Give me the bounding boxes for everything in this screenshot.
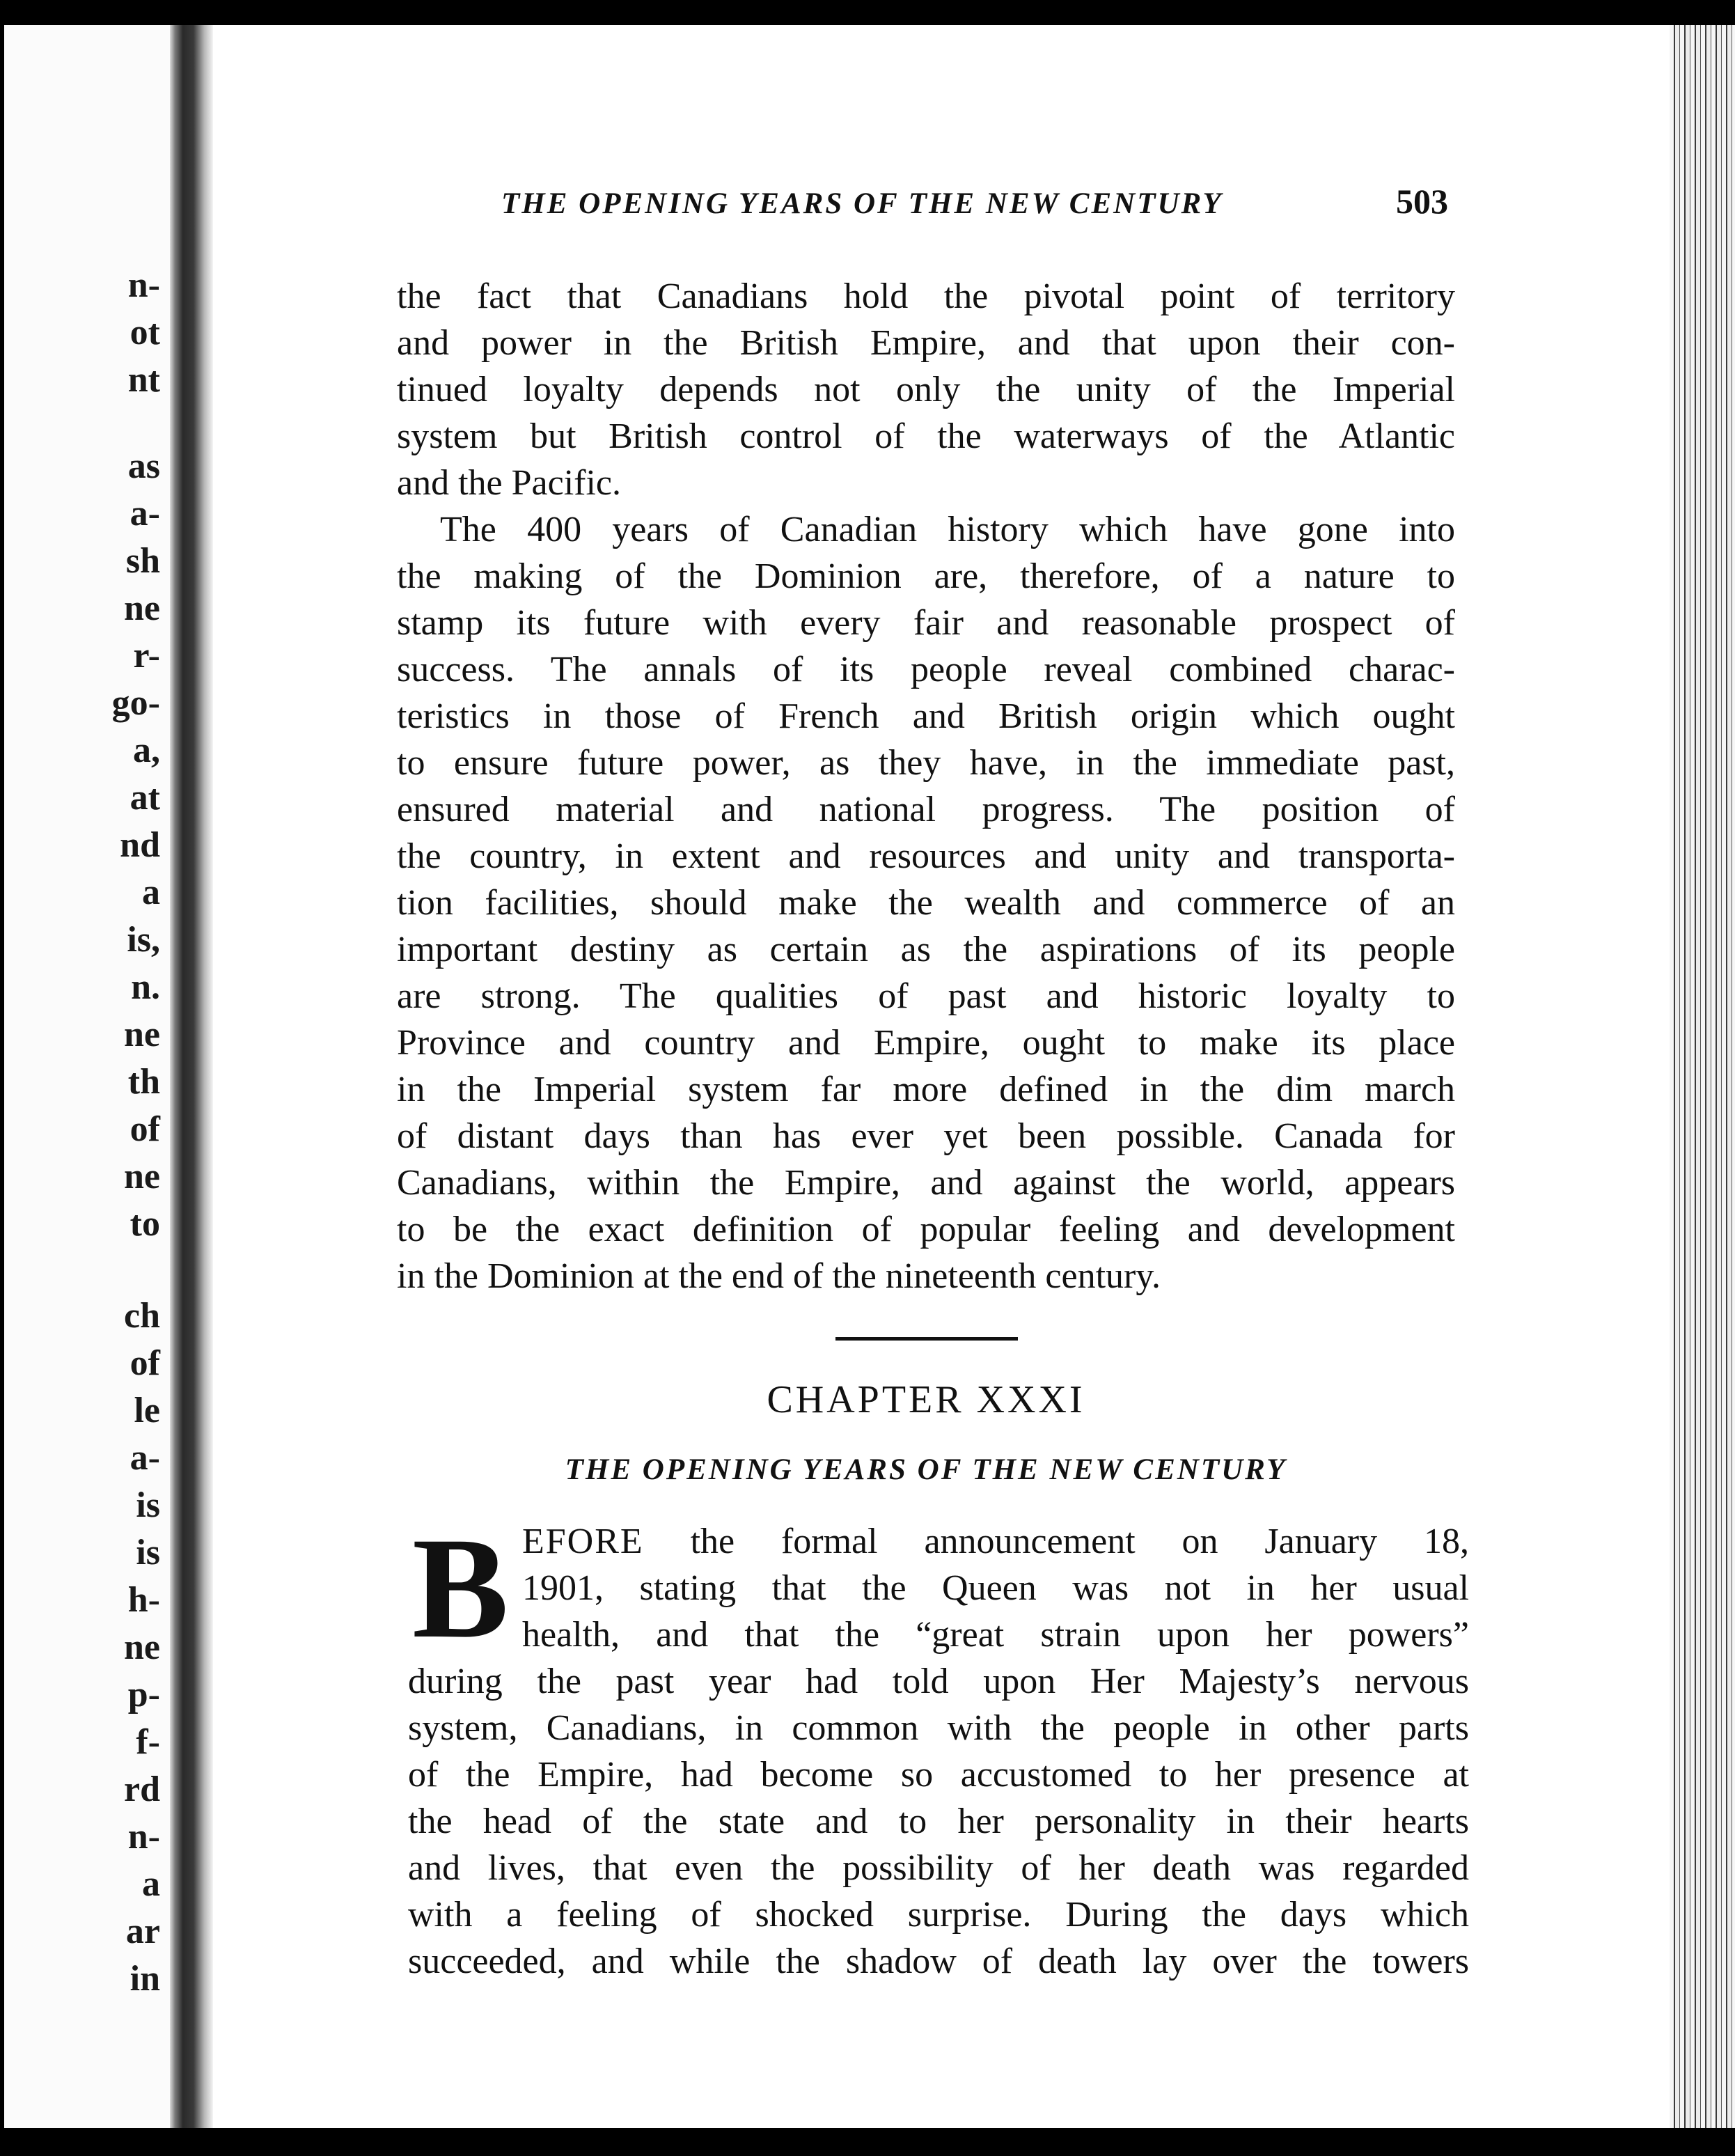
facing-page-fragment: ar bbox=[125, 1912, 160, 1951]
text-line: and the Pacific. bbox=[397, 463, 621, 503]
facing-page-fragment: le bbox=[134, 1391, 160, 1430]
text-line bbox=[522, 1518, 1469, 1565]
text-line: with a feeling of shocked surprise. During the days which bbox=[408, 1895, 1469, 1935]
facing-page-fragment: of bbox=[129, 1109, 160, 1149]
scan-border-bottom bbox=[0, 2128, 1735, 2156]
text-line: of distant days than has ever yet been possible. Canada for bbox=[397, 1116, 1455, 1156]
text-line: 1901, stating that the Queen was not in her usual bbox=[522, 1568, 1469, 1608]
facing-page-fragment: h- bbox=[127, 1580, 160, 1620]
text-line: succeeded, and while the shadow of death lay over the towers bbox=[408, 1942, 1469, 1981]
drop-cap: B bbox=[412, 1508, 509, 1668]
text-line: and lives, that even the possibility of her death was regarded bbox=[408, 1848, 1469, 1888]
facing-page-fragment: f- bbox=[136, 1722, 160, 1762]
text-line: system, Canadians, in common with the people in other parts bbox=[408, 1708, 1469, 1748]
facing-page-fragment: is bbox=[136, 1485, 160, 1525]
facing-page-fragment: n- bbox=[127, 1817, 160, 1857]
facing-page-fragment: in bbox=[129, 1959, 160, 1999]
facing-page-fragment: a, bbox=[133, 731, 160, 770]
facing-page-fragment: th bbox=[127, 1062, 160, 1102]
text-line: ensured material and national progress. The position of bbox=[397, 790, 1455, 829]
text-line: in the Dominion at the end of the nineteenth century. bbox=[397, 1256, 1161, 1296]
text-line: Province and country and Empire, ought to make its place bbox=[397, 1023, 1455, 1063]
facing-page-fragment: rd bbox=[124, 1770, 160, 1809]
facing-page-fragment: of bbox=[129, 1343, 160, 1383]
facing-page-fragment: ot bbox=[129, 313, 160, 352]
page-stack-edges bbox=[1670, 25, 1735, 2128]
facing-page-fragment: a- bbox=[129, 494, 160, 533]
text-line: and power in the British Empire, and that upon their con- bbox=[397, 323, 1455, 363]
text-line: to be the exact definition of popular feeling and development bbox=[397, 1210, 1455, 1249]
text-line: to ensure future power, as they have, in the immediate past, bbox=[397, 743, 1455, 783]
facing-page-fragment: as bbox=[127, 446, 160, 486]
facing-page-fragment: a- bbox=[129, 1438, 160, 1478]
running-head-title: THE OPENING YEARS OF THE NEW CENTURY bbox=[501, 187, 1223, 220]
text-line: teristics in those of French and British origin which ought bbox=[397, 696, 1455, 736]
facing-page-fragment: is, bbox=[127, 920, 160, 960]
scan-border-top bbox=[0, 0, 1735, 25]
facing-page-fragment: nt bbox=[127, 360, 160, 400]
text-line: in the Imperial system far more defined in the dim march bbox=[397, 1070, 1455, 1109]
text-line: during the past year had told upon Her Majesty’s nervous bbox=[408, 1662, 1469, 1701]
facing-page-fragment: p- bbox=[127, 1675, 160, 1714]
facing-page-fragment: n- bbox=[127, 265, 160, 305]
text-line: the fact that Canadians hold the pivotal point of territory bbox=[397, 276, 1455, 316]
chapter-subtitle: THE OPENING YEARS OF THE NEW CENTURY bbox=[565, 1453, 1287, 1486]
facing-page-fragment: nd bbox=[120, 825, 160, 865]
text-line: of the Empire, had become so accustomed to her presence at bbox=[408, 1755, 1469, 1795]
paragraph-continuation bbox=[397, 273, 1455, 506]
facing-page-fragment: is bbox=[136, 1533, 160, 1572]
text-line: important destiny as certain as the aspirations of its people bbox=[397, 930, 1455, 969]
facing-page-fragment: r- bbox=[133, 636, 160, 675]
text-line: the country, in extent and resources and unity and transporta- bbox=[397, 836, 1455, 876]
dropcap-lines bbox=[522, 1518, 1469, 1658]
facing-page-fragment: a bbox=[142, 873, 160, 912]
text-line: are strong. The qualities of past and historic loyalty to bbox=[397, 976, 1455, 1016]
facing-page-fragment: ch bbox=[124, 1296, 160, 1336]
facing-page-fragment: a bbox=[142, 1864, 160, 1904]
text-line: tinued loyalty depends not only the unity of the Imperial bbox=[397, 370, 1455, 409]
facing-page-fragment: at bbox=[129, 778, 160, 818]
text-line: health, and that the “great strain upon her powers” bbox=[522, 1615, 1469, 1655]
text-line: success. The annals of its people reveal combined charac- bbox=[397, 650, 1455, 689]
text-line: Canadians, within the Empire, and against the world, appears bbox=[397, 1163, 1455, 1203]
text-line: stamp its future with every fair and reasonable prospect of bbox=[397, 603, 1455, 643]
chapter-heading: CHAPTER XXXI bbox=[767, 1378, 1085, 1421]
text-line: the head of the state and to her personality in their hearts bbox=[408, 1802, 1469, 1841]
book-gutter bbox=[170, 25, 213, 2128]
facing-page bbox=[4, 25, 170, 2128]
facing-page-fragment: ne bbox=[124, 588, 160, 628]
facing-page-fragment: ne bbox=[124, 1157, 160, 1196]
page-number: 503 bbox=[1396, 182, 1448, 221]
text-line: system but British control of the waterways of the Atlantic bbox=[397, 416, 1455, 456]
facing-page-fragment: go- bbox=[111, 683, 160, 723]
paragraph-summary bbox=[397, 506, 1455, 1299]
first-word-rest: EFORE bbox=[522, 1522, 644, 1561]
text-line: the making of the Dominion are, therefore, of a nature to bbox=[397, 556, 1455, 596]
text-line: The 400 years of Canadian history which have gone into bbox=[440, 510, 1455, 549]
text-fragment: the formal announcement on January 18, bbox=[690, 1522, 1469, 1561]
text-line: tion facilities, should make the wealth and commerce of an bbox=[397, 883, 1455, 923]
facing-page-fragment: to bbox=[129, 1204, 160, 1244]
chapter-body bbox=[408, 1658, 1469, 1985]
facing-page-fragment: ne bbox=[124, 1627, 160, 1667]
facing-page-fragment: ne bbox=[124, 1015, 160, 1054]
facing-page-fragment: n. bbox=[131, 967, 160, 1007]
running-head bbox=[292, 167, 1448, 223]
facing-page-fragment: sh bbox=[125, 541, 160, 581]
section-divider-rule bbox=[835, 1337, 1018, 1341]
